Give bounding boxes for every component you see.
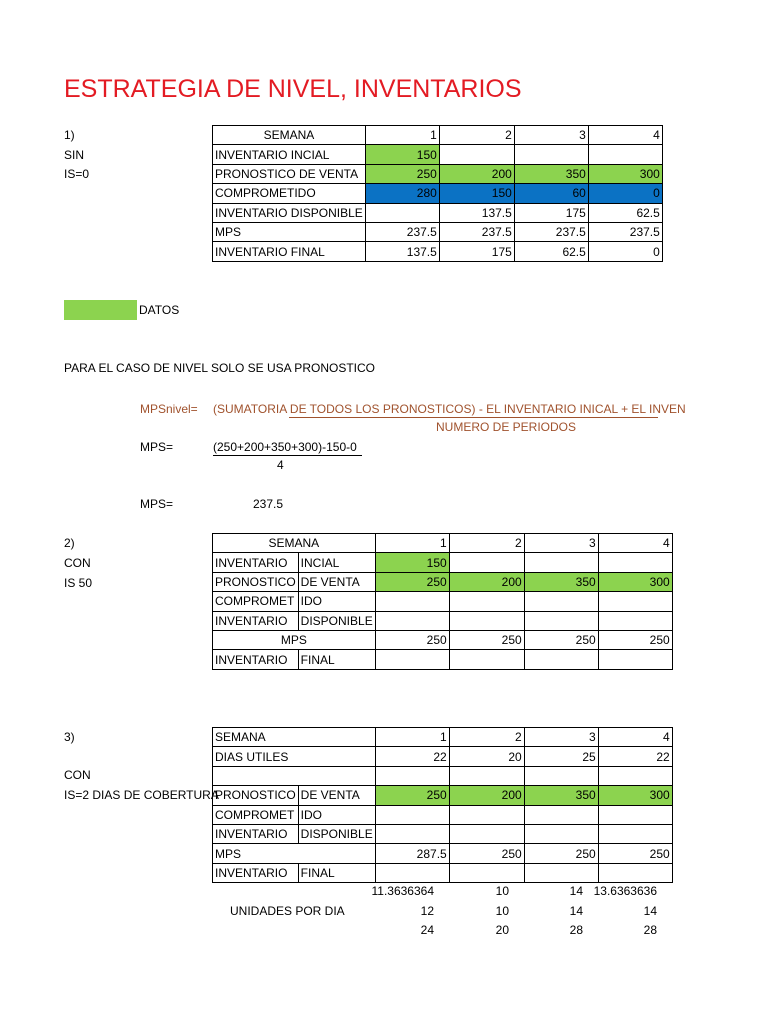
cell[interactable]: 250 [375, 572, 449, 591]
cell[interactable] [449, 863, 524, 882]
table-row [213, 805, 673, 824]
row-label-b: IDO [298, 592, 375, 611]
row-label-b: DE VENTA [298, 572, 375, 591]
section2-number: 2) [64, 536, 75, 550]
table-row [213, 766, 673, 785]
section1-label-is: IS=0 [64, 167, 90, 181]
table-row [213, 824, 673, 843]
formula-numerator: (SUMATORIA DE TODOS LOS PRONOSTICOS) - EL INVENTARIO INICAL + EL INVEN [213, 402, 686, 416]
row-label-b: FINAL [298, 863, 375, 882]
row-label-a: INVENTARIO [213, 650, 299, 669]
row-label: MPS [213, 630, 376, 649]
cell[interactable]: 250 [449, 630, 524, 649]
row-label: SEMANA [213, 534, 376, 553]
table-row [213, 630, 673, 649]
row-label-b: DISPONIBLE [298, 611, 375, 630]
cell[interactable]: 150 [375, 553, 449, 572]
row-label-a: PRONOSTICO [213, 786, 299, 805]
legend-swatch-green [64, 300, 137, 320]
cell[interactable]: 62.5 [514, 242, 588, 261]
page-title: ESTRATEGIA DE NIVEL, INVENTARIOS [64, 75, 522, 103]
cell[interactable]: 250 [524, 630, 598, 649]
extra3-cell: 20 [495, 923, 509, 937]
units-per-day-label: UNIDADES POR DIA [230, 904, 345, 918]
cell[interactable] [375, 863, 449, 882]
row-label: INVENTARIO DISPONIBLE [213, 203, 366, 222]
extra3-cell: 28 [569, 923, 583, 937]
row-label-b: DISPONIBLE [298, 824, 375, 843]
cell[interactable] [375, 650, 449, 669]
cell[interactable] [375, 766, 449, 785]
extra1-cell: 13.6363636 [593, 884, 657, 898]
cell[interactable] [449, 766, 524, 785]
cell[interactable] [598, 592, 672, 611]
mps-fraction-line [213, 455, 362, 456]
cell[interactable]: 22 [598, 747, 672, 766]
cell[interactable]: 250 [598, 630, 672, 649]
extra3-cell: 28 [643, 923, 657, 937]
table-row [213, 553, 673, 572]
mps-result-value: 237.5 [253, 497, 284, 511]
cell[interactable]: 22 [375, 747, 449, 766]
extra1-cell: 11.3636364 [371, 884, 434, 898]
table-section3 [212, 727, 673, 883]
cell[interactable] [524, 611, 598, 630]
cell[interactable] [524, 863, 598, 882]
row-label-b: FINAL [298, 650, 375, 669]
cell[interactable]: 25 [524, 747, 598, 766]
table-row [213, 592, 673, 611]
cell[interactable]: 3 [514, 126, 588, 145]
cell[interactable]: 200 [449, 572, 524, 591]
cell[interactable] [598, 824, 672, 843]
cell[interactable]: 200 [439, 164, 514, 183]
cell[interactable]: 250 [524, 844, 598, 863]
legend-label: DATOS [139, 303, 180, 317]
cell[interactable]: 4 [598, 534, 672, 553]
cell[interactable]: 350 [524, 572, 598, 591]
cell[interactable]: 237.5 [439, 222, 514, 241]
cell[interactable] [598, 863, 672, 882]
cell[interactable]: 250 [365, 164, 439, 183]
cell[interactable] [524, 766, 598, 785]
mps-label: MPS= [140, 440, 174, 454]
mps-result-label: MPS= [140, 497, 174, 511]
section3-label-is: IS=2 DIAS DE COBERTURA [64, 788, 219, 802]
cell[interactable] [524, 592, 598, 611]
cell[interactable] [449, 592, 524, 611]
table-row [213, 203, 663, 222]
row-label-b: IDO [298, 805, 375, 824]
cell[interactable] [439, 145, 514, 164]
cell[interactable]: 350 [524, 786, 598, 805]
table-section2 [212, 533, 673, 670]
cell[interactable]: 300 [598, 572, 672, 591]
cell[interactable] [524, 805, 598, 824]
cell[interactable]: 4 [588, 126, 662, 145]
formula-label: MPSnivel= [140, 402, 198, 416]
mps-denominator: 4 [277, 458, 284, 472]
cell[interactable] [598, 805, 672, 824]
row-label: COMPROMETIDO [213, 184, 366, 203]
cell[interactable]: 2 [449, 728, 524, 747]
cell[interactable]: 1 [365, 126, 439, 145]
row-label-b: DE VENTA [298, 786, 375, 805]
cell[interactable]: 175 [514, 203, 588, 222]
cell[interactable]: 175 [439, 242, 514, 261]
row-label: INVENTARIO INCIAL [213, 145, 366, 164]
cell[interactable] [375, 805, 449, 824]
cell[interactable]: 350 [514, 164, 588, 183]
cell[interactable]: 1 [375, 728, 449, 747]
cell[interactable]: 3 [524, 534, 598, 553]
cell[interactable]: 237.5 [514, 222, 588, 241]
row-label-a: PRONOSTICO [213, 572, 299, 591]
cell[interactable]: 287.5 [375, 844, 449, 863]
cell[interactable]: 60 [514, 184, 588, 203]
section3-label-con: CON [64, 768, 91, 782]
row-label-a: INVENTARIO [213, 611, 299, 630]
table-row [213, 611, 673, 630]
cell[interactable]: 250 [375, 786, 449, 805]
cell[interactable] [598, 553, 672, 572]
table-row [213, 242, 663, 261]
row-label-a: COMPROMET [213, 592, 299, 611]
cell[interactable] [375, 592, 449, 611]
cell[interactable]: 3 [524, 728, 598, 747]
cell[interactable]: 137.5 [439, 203, 514, 222]
cell[interactable]: 237.5 [588, 222, 662, 241]
extra2-cell: 14 [643, 904, 657, 918]
table-row [213, 844, 673, 863]
row-label [213, 766, 376, 785]
extra1-cell: 14 [569, 884, 583, 898]
extra2-cell: 10 [495, 904, 509, 918]
cell[interactable]: 2 [439, 126, 514, 145]
cell[interactable]: 280 [365, 184, 439, 203]
row-label-a: INVENTARIO [213, 553, 299, 572]
table-row [213, 164, 663, 183]
section1-number: 1) [64, 128, 75, 142]
cell[interactable] [365, 203, 439, 222]
cell[interactable]: 2 [449, 534, 524, 553]
row-label: MPS [213, 222, 366, 241]
table-row [213, 728, 673, 747]
cell[interactable]: 62.5 [588, 203, 662, 222]
row-label-b: INCIAL [298, 553, 375, 572]
cell[interactable] [598, 611, 672, 630]
cell[interactable] [449, 805, 524, 824]
cell[interactable]: 250 [375, 630, 449, 649]
section2-label-is: IS 50 [64, 576, 93, 590]
extra2-cell: 12 [420, 904, 434, 918]
section2-label-con: CON [64, 556, 91, 570]
cell[interactable] [588, 145, 662, 164]
cell[interactable] [449, 611, 524, 630]
table-row [213, 222, 663, 241]
cell[interactable]: 300 [588, 164, 662, 183]
extra2-cell: 14 [569, 904, 583, 918]
extra1-cell: 10 [495, 884, 509, 898]
mps-expression: (250+200+350+300)-150-0 [213, 440, 357, 454]
cell[interactable]: 250 [449, 844, 524, 863]
cell[interactable]: 137.5 [365, 242, 439, 261]
table-row [213, 786, 673, 805]
cell[interactable]: 0 [588, 242, 662, 261]
cell[interactable]: 300 [598, 786, 672, 805]
cell[interactable]: 150 [365, 145, 439, 164]
formula-denominator: NUMERO DE PERIODOS [436, 420, 577, 434]
cell[interactable]: 250 [598, 844, 672, 863]
cell[interactable] [524, 650, 598, 669]
table-row [213, 145, 663, 164]
row-label: DIAS UTILES [213, 747, 376, 766]
formula-fraction-line [289, 417, 658, 418]
cell[interactable] [598, 650, 672, 669]
row-label-a: COMPROMET [213, 805, 299, 824]
cell[interactable] [449, 824, 524, 843]
table-section1 [212, 125, 663, 262]
cell[interactable] [524, 553, 598, 572]
cell[interactable] [375, 611, 449, 630]
row-label-a: INVENTARIO [213, 824, 299, 843]
table-row [213, 126, 663, 145]
cell[interactable] [598, 766, 672, 785]
row-label: PRONOSTICO DE VENTA [213, 164, 366, 183]
cell[interactable]: 0 [588, 184, 662, 203]
cell[interactable] [524, 824, 598, 843]
table-row [213, 184, 663, 203]
row-label: MPS [213, 844, 376, 863]
table-row [213, 747, 673, 766]
row-label: INVENTARIO FINAL [213, 242, 366, 261]
cell[interactable]: 150 [439, 184, 514, 203]
table-row [213, 534, 673, 553]
row-label: SEMANA [213, 126, 366, 145]
cell[interactable] [449, 553, 524, 572]
cell[interactable]: 200 [449, 786, 524, 805]
cell[interactable] [449, 650, 524, 669]
section3-number: 3) [64, 730, 75, 744]
cell[interactable]: 4 [598, 728, 672, 747]
table-row [213, 572, 673, 591]
cell[interactable] [514, 145, 588, 164]
note-text: PARA EL CASO DE NIVEL SOLO SE USA PRONOSTICO [64, 361, 375, 375]
extra3-cell: 24 [420, 923, 434, 937]
cell[interactable]: 1 [375, 534, 449, 553]
cell[interactable]: 20 [449, 747, 524, 766]
table-row [213, 650, 673, 669]
table-row [213, 863, 673, 882]
cell[interactable]: 237.5 [365, 222, 439, 241]
row-label-a: INVENTARIO [213, 863, 299, 882]
section1-label-sin: SIN [64, 148, 85, 162]
row-label: SEMANA [213, 728, 376, 747]
cell[interactable] [375, 824, 449, 843]
